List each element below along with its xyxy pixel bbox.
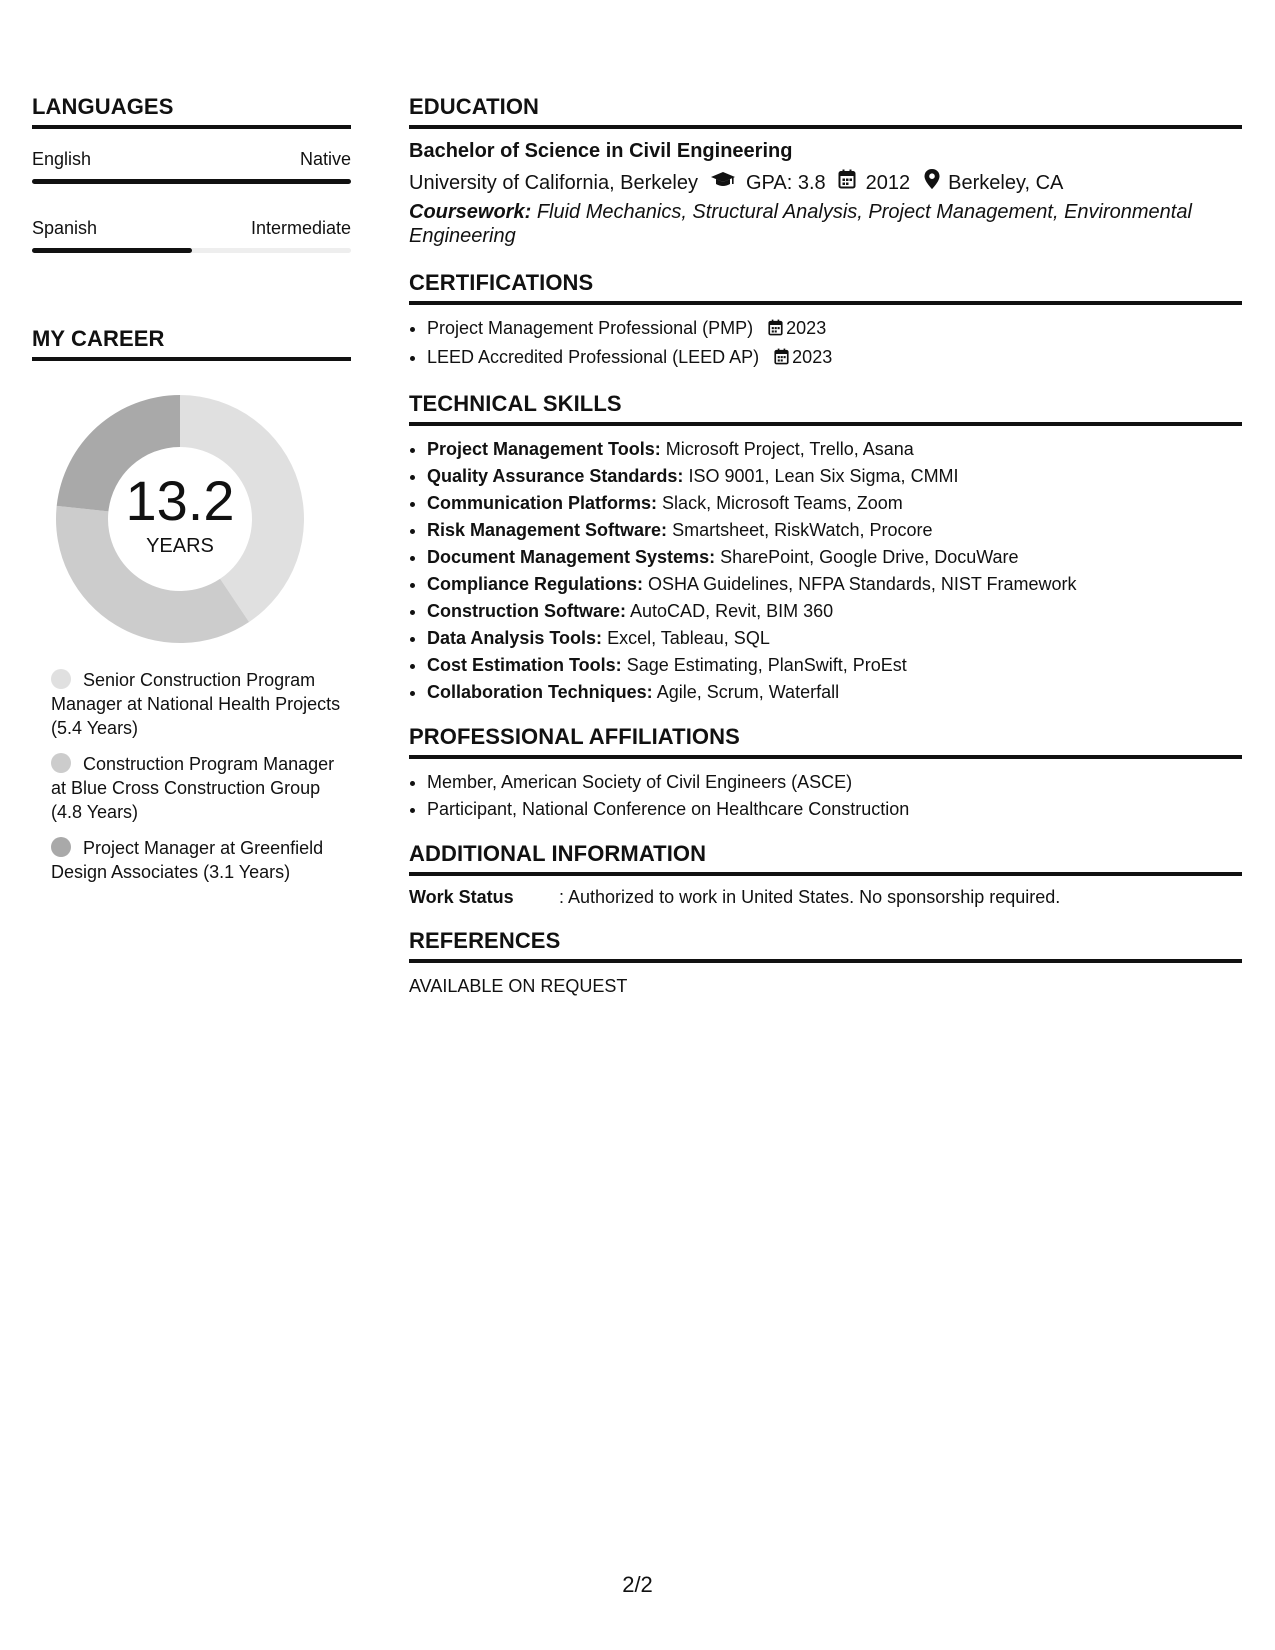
skill-category: Cost Estimation Tools: bbox=[427, 655, 622, 675]
affiliations-list bbox=[409, 769, 1242, 823]
calendar-icon bbox=[768, 317, 783, 344]
graduation-cap-icon bbox=[710, 170, 736, 196]
language-level: Native bbox=[299, 149, 351, 169]
certification-year: 2023 bbox=[792, 347, 833, 367]
legend-dot bbox=[51, 669, 71, 689]
career-legend-label: Senior Construction Program Manager at National Health Projects (5.4 Years) bbox=[51, 670, 341, 738]
skill-values: Slack, Microsoft Teams, Zoom bbox=[662, 493, 903, 513]
language-level: Intermediate bbox=[250, 218, 351, 238]
career-legend-item bbox=[51, 668, 341, 740]
career-legend-label: Construction Program Manager at Blue Cross Construction Group (4.8 Years) bbox=[51, 754, 335, 822]
skill-item bbox=[427, 571, 1242, 598]
skill-values: AutoCAD, Revit, BIM 360 bbox=[630, 601, 834, 621]
skill-item bbox=[427, 436, 1242, 463]
affiliation-item: • Member, American Society of Civil Engineers (ASCE) bbox=[427, 769, 1242, 796]
skill-category: Risk Management Software: bbox=[427, 520, 668, 540]
career-donut-chart bbox=[55, 394, 305, 644]
skill-item bbox=[427, 463, 1242, 490]
career-total-years: 13.2 bbox=[125, 469, 235, 532]
certification-item bbox=[427, 315, 1242, 344]
certifications-list bbox=[409, 315, 1242, 373]
legend-dot bbox=[51, 753, 71, 773]
coursework-label: Coursework: bbox=[409, 201, 532, 223]
skill-values: OSHA Guidelines, NFPA Standards, NIST Framework bbox=[648, 574, 1077, 594]
calendar-icon bbox=[774, 346, 789, 373]
education-coursework bbox=[409, 200, 1242, 248]
skill-values: Sage Estimating, PlanSwift, ProEst bbox=[626, 655, 907, 675]
skills-section bbox=[409, 391, 1242, 706]
additional-info-section bbox=[409, 841, 1242, 908]
language-bar-spanish bbox=[32, 248, 351, 253]
certifications-heading: CERTIFICATIONS bbox=[409, 270, 1242, 305]
skill-item bbox=[427, 625, 1242, 652]
career-total-unit: YEARS bbox=[146, 535, 214, 557]
certification-name: LEED Accredited Professional (LEED AP) bbox=[427, 347, 760, 367]
affiliation-item: • Participant, National Conference on Healthcare Construction bbox=[427, 796, 1242, 823]
legend-dot bbox=[51, 837, 71, 857]
career-legend-item bbox=[51, 752, 341, 824]
education-location: Berkeley, CA bbox=[948, 171, 1064, 194]
references-text: AVAILABLE ON REQUEST bbox=[409, 976, 628, 996]
language-bar-fill bbox=[32, 179, 351, 184]
certification-year: 2023 bbox=[786, 318, 827, 338]
work-status-row bbox=[409, 886, 1242, 908]
career-legend-label: Project Manager at Greenfield Design Associates (3.1 Years) bbox=[51, 838, 324, 882]
skill-item bbox=[427, 517, 1242, 544]
page-number: 2/2 bbox=[622, 1572, 653, 1597]
career-legend bbox=[51, 668, 341, 884]
language-row-english bbox=[32, 148, 351, 170]
education-heading: EDUCATION bbox=[409, 94, 1242, 129]
skill-category: Communication Platforms: bbox=[427, 493, 658, 513]
left-column bbox=[32, 94, 351, 896]
additional-info-heading: ADDITIONAL INFORMATION bbox=[409, 841, 1242, 876]
education-year: 2012 bbox=[865, 171, 911, 194]
language-name: English bbox=[32, 149, 92, 169]
language-bar-english bbox=[32, 179, 351, 184]
education-meta bbox=[409, 169, 1242, 196]
calendar-icon bbox=[838, 169, 856, 196]
location-pin-icon bbox=[924, 169, 940, 196]
skill-item bbox=[427, 598, 1242, 625]
certification-item bbox=[427, 344, 1242, 373]
skills-list bbox=[409, 436, 1242, 706]
skill-category: Document Management Systems: bbox=[427, 547, 716, 567]
skill-item bbox=[427, 679, 1242, 706]
references-section bbox=[409, 928, 1242, 997]
coursework-list: Fluid Mechanics, Structural Analysis, Project Management, Environmental Engineering bbox=[409, 201, 1192, 247]
affiliations-heading: PROFESSIONAL AFFILIATIONS bbox=[409, 724, 1242, 759]
language-row-spanish bbox=[32, 217, 351, 239]
certifications-section bbox=[409, 270, 1242, 373]
skill-item bbox=[427, 652, 1242, 679]
skill-category: Compliance Regulations: bbox=[427, 574, 644, 594]
education-school: University of California, Berkeley bbox=[409, 171, 698, 194]
skill-category: Construction Software: bbox=[427, 601, 627, 621]
affiliations-section bbox=[409, 724, 1242, 823]
skill-values: Agile, Scrum, Waterfall bbox=[656, 682, 840, 702]
skill-values: Excel, Tableau, SQL bbox=[607, 628, 770, 648]
skill-item bbox=[427, 490, 1242, 517]
education-degree: Bachelor of Science in Civil Engineering bbox=[409, 140, 793, 162]
career-legend-item bbox=[51, 836, 341, 884]
skill-category: Quality Assurance Standards: bbox=[427, 466, 684, 486]
skill-item bbox=[427, 544, 1242, 571]
references-heading: REFERENCES bbox=[409, 928, 1242, 963]
skills-heading: TECHNICAL SKILLS bbox=[409, 391, 1242, 426]
skill-values: Microsoft Project, Trello, Asana bbox=[665, 439, 914, 459]
work-status-value: : Authorized to work in United States. No sponsorship required. bbox=[559, 887, 1061, 907]
right-column bbox=[409, 94, 1242, 997]
education-gpa: GPA: 3.8 bbox=[746, 171, 826, 194]
work-status-label: Work Status bbox=[409, 887, 514, 907]
skill-category: Project Management Tools: bbox=[427, 439, 661, 459]
certification-name: Project Management Professional (PMP) bbox=[427, 318, 754, 338]
skill-category: Collaboration Techniques: bbox=[427, 682, 653, 702]
skill-values: SharePoint, Google Drive, DocuWare bbox=[720, 547, 1019, 567]
languages-heading: LANGUAGES bbox=[32, 94, 351, 129]
skill-values: Smartsheet, RiskWatch, Procore bbox=[672, 520, 933, 540]
language-name: Spanish bbox=[32, 218, 98, 238]
career-heading: MY CAREER bbox=[32, 326, 351, 361]
skill-category: Data Analysis Tools: bbox=[427, 628, 603, 648]
language-bar-fill bbox=[32, 248, 192, 253]
donut-center bbox=[55, 394, 305, 644]
skill-values: ISO 9001, Lean Six Sigma, CMMI bbox=[688, 466, 959, 486]
